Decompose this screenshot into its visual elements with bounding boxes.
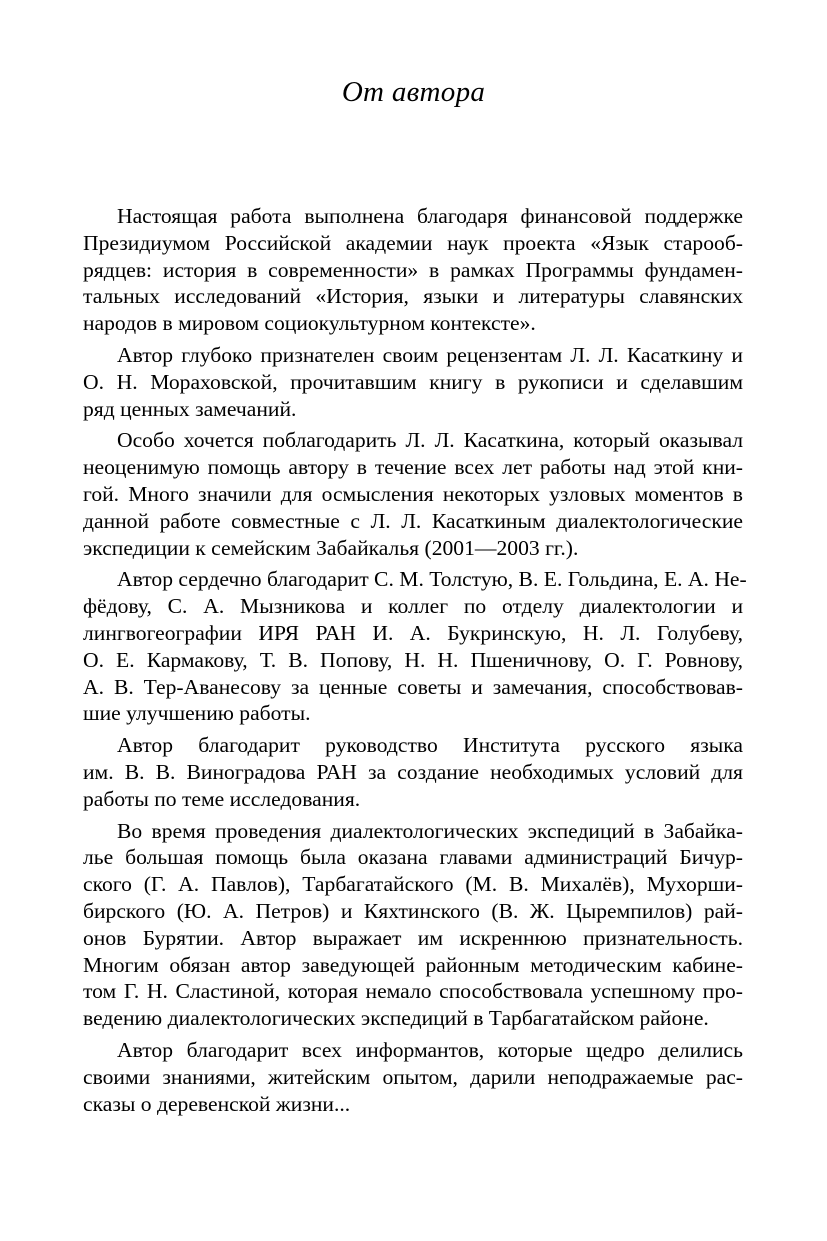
text-line: сказы о деревенской жизни... (83, 1091, 351, 1116)
paragraph-funding (83, 203, 743, 337)
text-line: Автор благодарит руководство Института русского языка (117, 733, 743, 758)
text-line: Президиумом Российской академии наук проекта «Язык старооб- (83, 230, 743, 255)
text-line: лье большая помощь была оказана главами администраций Бичур- (83, 845, 743, 870)
text-line: шие улучшению работы. (83, 701, 311, 726)
text-line: ведению диалектологических экспедиций в Тарбагатайском районе. (83, 1006, 709, 1031)
text-line: Многим обязан автор заведующей районным методическим кабине- (83, 952, 743, 977)
text-line: том Г. Н. Сластиной, которая немало способствовала успешному про- (83, 979, 743, 1004)
text-line: Автор глубоко признателен своим рецензентам Л. Л. Касаткину и (117, 342, 743, 367)
text-line: ряд ценных замечаний. (83, 396, 297, 421)
text-line: бирского (Ю. А. Петров) и Кяхтинского (В. Ж. Цыремпилов) рай- (83, 898, 743, 923)
text-line: Автор сердечно благодарит С. М. Толстую, В. Е. Гольдина, Е. А. Не- (117, 567, 747, 592)
text-line: О. Е. Кармакову, Т. В. Попову, Н. Н. Пшеничнову, О. Г. Ровнову, (83, 647, 743, 672)
text-line: данной работе совместные с Л. Л. Касаткиным диалектологические (83, 508, 743, 533)
paragraph-reviewers (83, 342, 743, 422)
paragraph-colleagues (83, 566, 747, 727)
text-line: Настоящая работа выполнена благодаря финансовой поддержке (117, 204, 743, 228)
text-line: работы по теме исследования. (83, 786, 361, 811)
text-line: О. Н. Мораховской, прочитавшим книгу в рукописи и сделавшим (83, 369, 743, 394)
paragraph-expeditions (83, 818, 743, 1032)
text-line: неоценимую помощь автору в течение всех лет работы над этой кни- (83, 455, 743, 480)
text-line: онов Бурятии. Автор выражает им искреннюю признательность. (83, 925, 743, 950)
text-line: Особо хочется поблагодарить Л. Л. Касаткина, который оказывал (117, 428, 743, 453)
text-line: рядцев: история в современности» в рамках Программы фундамен- (83, 257, 743, 282)
paragraph-informants (83, 1037, 743, 1117)
body-text (83, 203, 747, 1122)
page-title: От автора (341, 76, 486, 108)
text-line: своими знаниями, житейским опытом, дарили неподражаемые рас- (83, 1064, 743, 1089)
text-line: Автор благодарит всех информантов, которые щедро делились (117, 1037, 743, 1062)
text-line: А. В. Тер-Аванесову за ценные советы и замечания, способствовав- (83, 674, 743, 699)
text-line: гой. Много значили для осмысления некоторых узловых моментов в (83, 481, 743, 506)
paragraph-kasatkin (83, 427, 743, 561)
text-line: лингвогеографии ИРЯ РАН И. А. Букринскую, Н. Л. Голубеву, (83, 620, 743, 645)
text-line: им. В. В. Виноградова РАН за создание необходимых условий для (83, 759, 743, 784)
text-line: экспедиции к семейским Забайкалья (2001—2003 гг.). (83, 535, 579, 560)
text-line: ского (Г. А. Павлов), Тарбагатайского (М. В. Михалёв), Мухорши- (83, 872, 743, 897)
text-line: тальных исследований «История, языки и литературы славянских (83, 284, 743, 309)
text-line: фёдову, С. А. Мызникова и коллег по отделу диалектологии и (83, 594, 743, 619)
text-line: народов в мировом социокультурном контексте». (83, 311, 536, 336)
text-line: Во время проведения диалектологических экспедиций в Забайка- (117, 818, 743, 843)
paragraph-institute (83, 732, 743, 812)
